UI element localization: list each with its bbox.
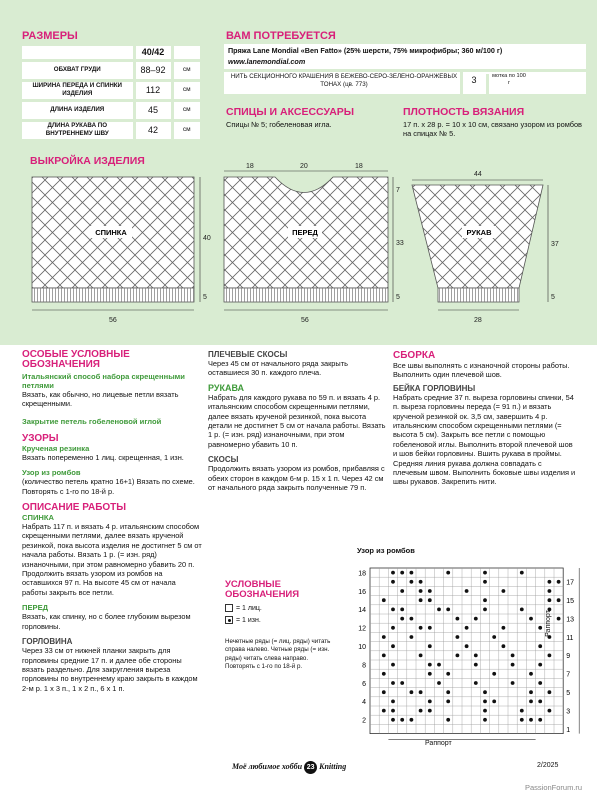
chart-title: Узор из ромбов: [357, 546, 415, 555]
chart-purl-dot: [538, 644, 542, 648]
needs-title: ВАМ ПОТРЕБУЕТСЯ: [226, 30, 336, 42]
chart-purl-dot: [419, 654, 423, 658]
chart-purl-dot: [391, 718, 395, 722]
chart-purl-dot: [437, 681, 441, 685]
chart-purl-dot: [483, 598, 487, 602]
collar-title: БЕЙКА ГОРЛОВИНЫ: [393, 383, 476, 393]
chart-purl-dot: [428, 663, 432, 667]
chart-row-number: 9: [566, 653, 571, 661]
chart-purl-dot: [529, 672, 533, 676]
chart-purl-dot: [511, 681, 515, 685]
chart-purl-dot: [391, 626, 395, 630]
sleeve-schematic: [412, 171, 559, 324]
knit-symbol: [225, 604, 233, 612]
sleeve-height: 37: [551, 241, 559, 248]
chart-purl-dot: [428, 672, 432, 676]
chart-purl-dot: [400, 608, 404, 612]
chart-row-number: 11: [566, 634, 574, 642]
sizes-title: РАЗМЕРЫ: [22, 30, 78, 42]
back-label: СПИНКА: [95, 228, 127, 237]
chart-purl-dot: [446, 672, 450, 676]
chart-purl-dot: [391, 663, 395, 667]
rib-title: Крученая резинка: [22, 443, 90, 453]
chart-purl-dot: [529, 718, 533, 722]
chart-purl-dot: [548, 709, 552, 713]
yarn-qty-unit: мотка по 100 г: [492, 73, 526, 86]
chart-purl-dot: [382, 635, 386, 639]
chart-purl-dot: [520, 718, 524, 722]
knit-chart: [340, 560, 585, 760]
chart-purl-dot: [483, 608, 487, 612]
chart-row-number: 7: [566, 671, 571, 679]
chart-row-number: 4: [362, 699, 366, 707]
chart-purl-dot: [529, 617, 533, 621]
chart-purl-dot: [548, 598, 552, 602]
chart-purl-dot: [492, 700, 496, 704]
chart-purl-dot: [492, 635, 496, 639]
column-3: [393, 350, 578, 487]
chart-purl-dot: [428, 644, 432, 648]
chart-purl-dot: [419, 626, 423, 630]
chart-row-number: 1: [566, 726, 571, 734]
chart-purl-dot: [520, 709, 524, 713]
chart-purl-dot: [446, 571, 450, 575]
cast-text: Вязать, как обычно, но лицевые петли вязать скрещенными.: [22, 390, 179, 409]
chart-purl-dot: [446, 718, 450, 722]
footer-magazine-name: Моё любимое хобби: [232, 762, 303, 771]
chart-row-number: 8: [362, 662, 366, 670]
bevel-title: СКОСЫ: [208, 455, 239, 465]
chart-purl-dot: [391, 608, 395, 612]
chart-purl-dot: [382, 598, 386, 602]
size-row-value: 42: [134, 120, 172, 140]
chart-purl-dot: [474, 681, 478, 685]
chart-purl-dot: [456, 635, 460, 639]
chart-row-number: 13: [566, 616, 574, 624]
chart-purl-dot: [474, 663, 478, 667]
chart-purl-dot: [538, 663, 542, 667]
chart-purl-dot: [419, 690, 423, 694]
column-2: [208, 350, 386, 492]
chart-purl-dot: [465, 589, 469, 593]
back-text: Набрать 117 п. и вязать 4 р. итальянским способом скрещенными петлями, далее вязать крученой резинкой, пока высота изделия не достигнет 5 см от начала работы. Вязать 1 р. (= изн. ряд) изнаночными, при этом равномерно убавить 20 п. Продолжить вязать узором из ромбов на оставшихся 97 п. На высоте 45 см от начала работы закрыть все петли.: [22, 522, 202, 597]
gauge-title: ПЛОТНОСТЬ ВЯЗАНИЯ: [403, 106, 525, 118]
chart-purl-dot: [474, 654, 478, 658]
yarn-thread: НИТЬ СЕКЦИОННОГО КРАШЕНИЯ В БЕЖЕВО-СЕРО-ЗЕЛЕНО-ОРАНЖЕВЫХ ТОНАХ (цв. 773): [230, 73, 458, 88]
chart-purl-dot: [391, 644, 395, 648]
sleeve-rib: 5: [551, 294, 555, 301]
back-height: 40: [203, 235, 211, 242]
purl-label: = 1 изн.: [236, 616, 261, 624]
chart-purl-dot: [437, 663, 441, 667]
chart-purl-dot: [529, 690, 533, 694]
chart-purl-dot: [446, 700, 450, 704]
size-row-unit: см: [172, 100, 200, 120]
yarn-name: Пряжа Lane Mondial «Ben Fatto» (25% шерсти, 75% микрофибры; 360 м/100 г): [228, 46, 503, 55]
chart-purl-dot: [400, 617, 404, 621]
chart-purl-dot: [382, 709, 386, 713]
chart-purl-dot: [419, 580, 423, 584]
chart-row-number: 16: [358, 588, 366, 596]
rapport-side-label: Раппорт: [544, 610, 552, 637]
back-title: СПИНКА: [22, 513, 55, 523]
work-title: ОПИСАНИЕ РАБОТЫ: [22, 502, 127, 514]
chart-purl-dot: [428, 626, 432, 630]
collar-text: Набрать средние 37 п. выреза горловины спинки, 54 п. выреза горловины переда (= 91 п.) и вязать крученой резинкой ок. 3,5 см, завершить 4 р. итальянским способом скрещенными петлями (= высота 5 см). Закрыть все петли с помощью гобеленовой иглы. Выполнить второй плечевой шов и шов бейки горловины. Вшить рукава в проймы. Средняя линия рукава должна совпадать с плечевым швом. Выполнить боковые швы изделия и швы рукавов. Закрепить нити.: [393, 392, 576, 487]
gauge-text: 17 п. х 28 р. = 10 х 10 см, связано узором из ромбов на спицах № 5.: [403, 120, 582, 139]
rapport-bottom-label: Раппорт: [425, 740, 452, 747]
chart-purl-dot: [548, 690, 552, 694]
chart-purl-dot: [483, 709, 487, 713]
chart-purl-dot: [428, 598, 432, 602]
chart-purl-dot: [456, 617, 460, 621]
close-title: Закрытие петель гобеленовой иглой: [22, 416, 162, 426]
chart-purl-dot: [400, 589, 404, 593]
chart-purl-dot: [419, 709, 423, 713]
front-neck-depth: 7: [396, 187, 400, 194]
chart-purl-dot: [437, 608, 441, 612]
chart-purl-dot: [400, 718, 404, 722]
back-width: 56: [109, 317, 117, 324]
size-row-unit: см: [172, 80, 200, 100]
chart-row-number: 12: [358, 625, 366, 633]
front-top-right: 18: [355, 163, 363, 170]
chart-purl-dot: [446, 608, 450, 612]
chart-purl-dot: [502, 589, 506, 593]
chart-purl-dot: [502, 626, 506, 630]
chart-purl-dot: [419, 598, 423, 602]
chart-purl-dot: [391, 681, 395, 685]
bevel-text: Продолжить вязать узором из ромбов, прибавляя с обеих сторон в каждом 6-м р. 15 х 1 п. Через 42 см от начального ряда закрыть полученные 79 п.: [208, 464, 385, 493]
chart-purl-dot: [410, 617, 414, 621]
chart-purl-dot: [419, 589, 423, 593]
neck-text: Через 33 см от нижней планки закрыть для горловины средние 17 п. и далее обе стороны вязать раздельно. Для закругления выреза горловины по внутреннему краю закрыть в каждом 2-м р. 1 х 3 п., 1 х 2 п., 6 х 1 п.: [22, 646, 198, 693]
page-number: 23: [304, 761, 317, 774]
chart-purl-dot: [483, 718, 487, 722]
legend-title: УСЛОВНЫЕ ОБОЗНАЧЕНИЯ: [225, 579, 300, 600]
chart-purl-dot: [548, 654, 552, 658]
assembly-title: СБОРКА: [393, 350, 436, 361]
chart-purl-dot: [410, 571, 414, 575]
front-title: ПЕРЕД: [22, 603, 49, 613]
neck-title: ГОРЛОВИНА: [22, 637, 73, 647]
sleeve-top: 44: [474, 171, 482, 178]
chart-purl-dot: [538, 718, 542, 722]
size-row-label: ДЛИНА ИЗДЕЛИЯ: [22, 100, 134, 120]
chart-purl-dot: [483, 571, 487, 575]
chart-purl-dot: [483, 580, 487, 584]
footer-knitting: Knitting: [319, 762, 347, 771]
chart-purl-dot: [465, 626, 469, 630]
sleeve-bottom: 28: [474, 317, 482, 324]
watermark: PassionForum.ru: [525, 783, 583, 792]
yarn-qty: 3: [471, 75, 477, 85]
chart-purl-dot: [382, 672, 386, 676]
chart-row-number: 10: [358, 643, 366, 651]
back-rib: 5: [203, 294, 207, 301]
size-row-value: 45: [134, 100, 172, 120]
chart-row-number: 14: [358, 607, 366, 615]
chart-purl-dot: [410, 718, 414, 722]
chart-purl-dot: [428, 709, 432, 713]
chart-purl-dot: [428, 589, 432, 593]
size-row-unit: см: [172, 120, 200, 140]
chart-purl-dot: [538, 681, 542, 685]
size-row-value: 112: [134, 80, 172, 100]
chart-purl-dot: [557, 617, 561, 621]
size-row-label: ОБХВАТ ГРУДИ: [22, 60, 134, 80]
chart-purl-dot: [548, 589, 552, 593]
chart-purl-dot: [400, 681, 404, 685]
patterns-title: УЗОРЫ: [22, 432, 59, 444]
chart-purl-dot: [410, 580, 414, 584]
rib-text: Вязать попеременно 1 лиц. скрещенная, 1 изн.: [22, 452, 184, 462]
yarn-site: www.lanemondial.com: [228, 57, 306, 66]
sleeves-text: Набрать для каждого рукава по 59 п. и вязать 4 р. итальянским способом скрещенными петлями, далее вязать крученой резинкой, пока высота детали не достигнет 5 см от начала работы. Вязать 1 р. (= изн. ряд) изнаночными, при этом равномерно убавить 10 п.: [208, 392, 386, 449]
chart-purl-dot: [446, 690, 450, 694]
chart-row-number: 17: [566, 579, 574, 587]
chart-purl-dot: [502, 644, 506, 648]
chart-purl-dot: [382, 690, 386, 694]
shoulder-title: ПЛЕЧЕВЫЕ СКОСЫ: [208, 350, 288, 359]
chart-purl-dot: [465, 644, 469, 648]
sleeve-label: РУКАВ: [466, 228, 492, 237]
footer-magazine: [232, 761, 346, 774]
front-top-mid: 20: [300, 163, 308, 170]
chart-purl-dot: [483, 690, 487, 694]
tools-text: Спицы № 5; гобеленовая игла.: [226, 120, 332, 129]
purl-symbol: [225, 616, 233, 624]
chart-row-number: 15: [566, 597, 574, 605]
size-header: 40/42: [134, 46, 172, 60]
chart-purl-dot: [391, 580, 395, 584]
front-schematic: [224, 163, 404, 324]
special-title: ОСОБЫЕ УСЛОВНЫЕ ОБОЗНАЧЕНИЯ: [22, 349, 130, 370]
chart-purl-dot: [548, 580, 552, 584]
chart-purl-dot: [511, 654, 515, 658]
cast-title: Итальянский способ набора скрещенными петлями: [22, 372, 185, 390]
chart-purl-dot: [511, 663, 515, 667]
size-row-unit: см: [172, 60, 200, 80]
chart-purl-dot: [382, 654, 386, 658]
front-height: 33: [396, 240, 404, 247]
chart-purl-dot: [492, 672, 496, 676]
chart-purl-dot: [557, 598, 561, 602]
sleeves-title: РУКАВА: [208, 382, 245, 393]
front-top-left: 18: [246, 163, 254, 170]
chart-purl-dot: [428, 700, 432, 704]
pattern-title: ВЫКРОЙКА ИЗДЕЛИЯ: [30, 155, 145, 167]
chart-row-number: 3: [566, 708, 571, 716]
size-row-label: ДЛИНА РУКАВА ПО ВНУТРЕННЕМУ ШВУ: [22, 120, 134, 140]
back-schematic: [32, 177, 211, 324]
chart-purl-dot: [391, 709, 395, 713]
front-label: ПЕРЕД: [292, 228, 318, 237]
chart-purl-dot: [529, 700, 533, 704]
chart-purl-dot: [410, 690, 414, 694]
column-1: [22, 350, 202, 693]
size-row-label: ШИРИНА ПЕРЕДА И СПИНКИ ИЗДЕЛИЯ: [22, 80, 134, 100]
chart-purl-dot: [483, 700, 487, 704]
chart-purl-dot: [391, 571, 395, 575]
front-text: Вязать, как спинку, но с более глубоким вырезом горловины.: [22, 612, 191, 631]
chart-purl-dot: [474, 617, 478, 621]
assembly-text: Все швы выполнять с изнаночной стороны работы. Выполнить один плечевой шов.: [393, 361, 570, 380]
chart-purl-dot: [538, 626, 542, 630]
issue-number: 2/2025: [537, 762, 559, 769]
chart-row-number: 6: [362, 680, 366, 688]
front-width: 56: [301, 317, 309, 324]
shoulder-text: Через 45 см от начального ряда закрыть оставшиеся 30 п. каждого плеча.: [208, 359, 348, 378]
chart-row-number: 18: [358, 570, 366, 578]
chart-purl-dot: [520, 608, 524, 612]
chart-purl-dot: [410, 635, 414, 639]
chart-purl-dot: [391, 700, 395, 704]
chart-purl-dot: [520, 571, 524, 575]
chart-purl-dot: [538, 700, 542, 704]
legend: [225, 580, 350, 672]
pattern-schematics: [0, 0, 597, 345]
knit-label: = 1 лиц.: [236, 604, 262, 612]
chart-purl-dot: [456, 654, 460, 658]
size-row-value: 88–92: [134, 60, 172, 80]
chart-purl-dot: [557, 580, 561, 584]
chart-row-number: 5: [566, 689, 571, 697]
legend-note: Нечетные ряды (= лиц. ряды) читать справа налево. Четные ряды (= изн. ряды) читать слева направо. Повторять с 1-го по 18-й р.: [225, 638, 331, 671]
chart-row-number: 2: [362, 717, 366, 725]
chart-purl-dot: [400, 571, 404, 575]
diamond-title: Узор из ромбов: [22, 468, 81, 478]
front-rib: 5: [396, 294, 400, 301]
diamond-text: (количество петель кратно 16+1) Вязать по схеме. Повторять с 1-го по 18-й р.: [22, 477, 195, 496]
tools-title: СПИЦЫ И АКСЕССУАРЫ: [226, 106, 355, 118]
